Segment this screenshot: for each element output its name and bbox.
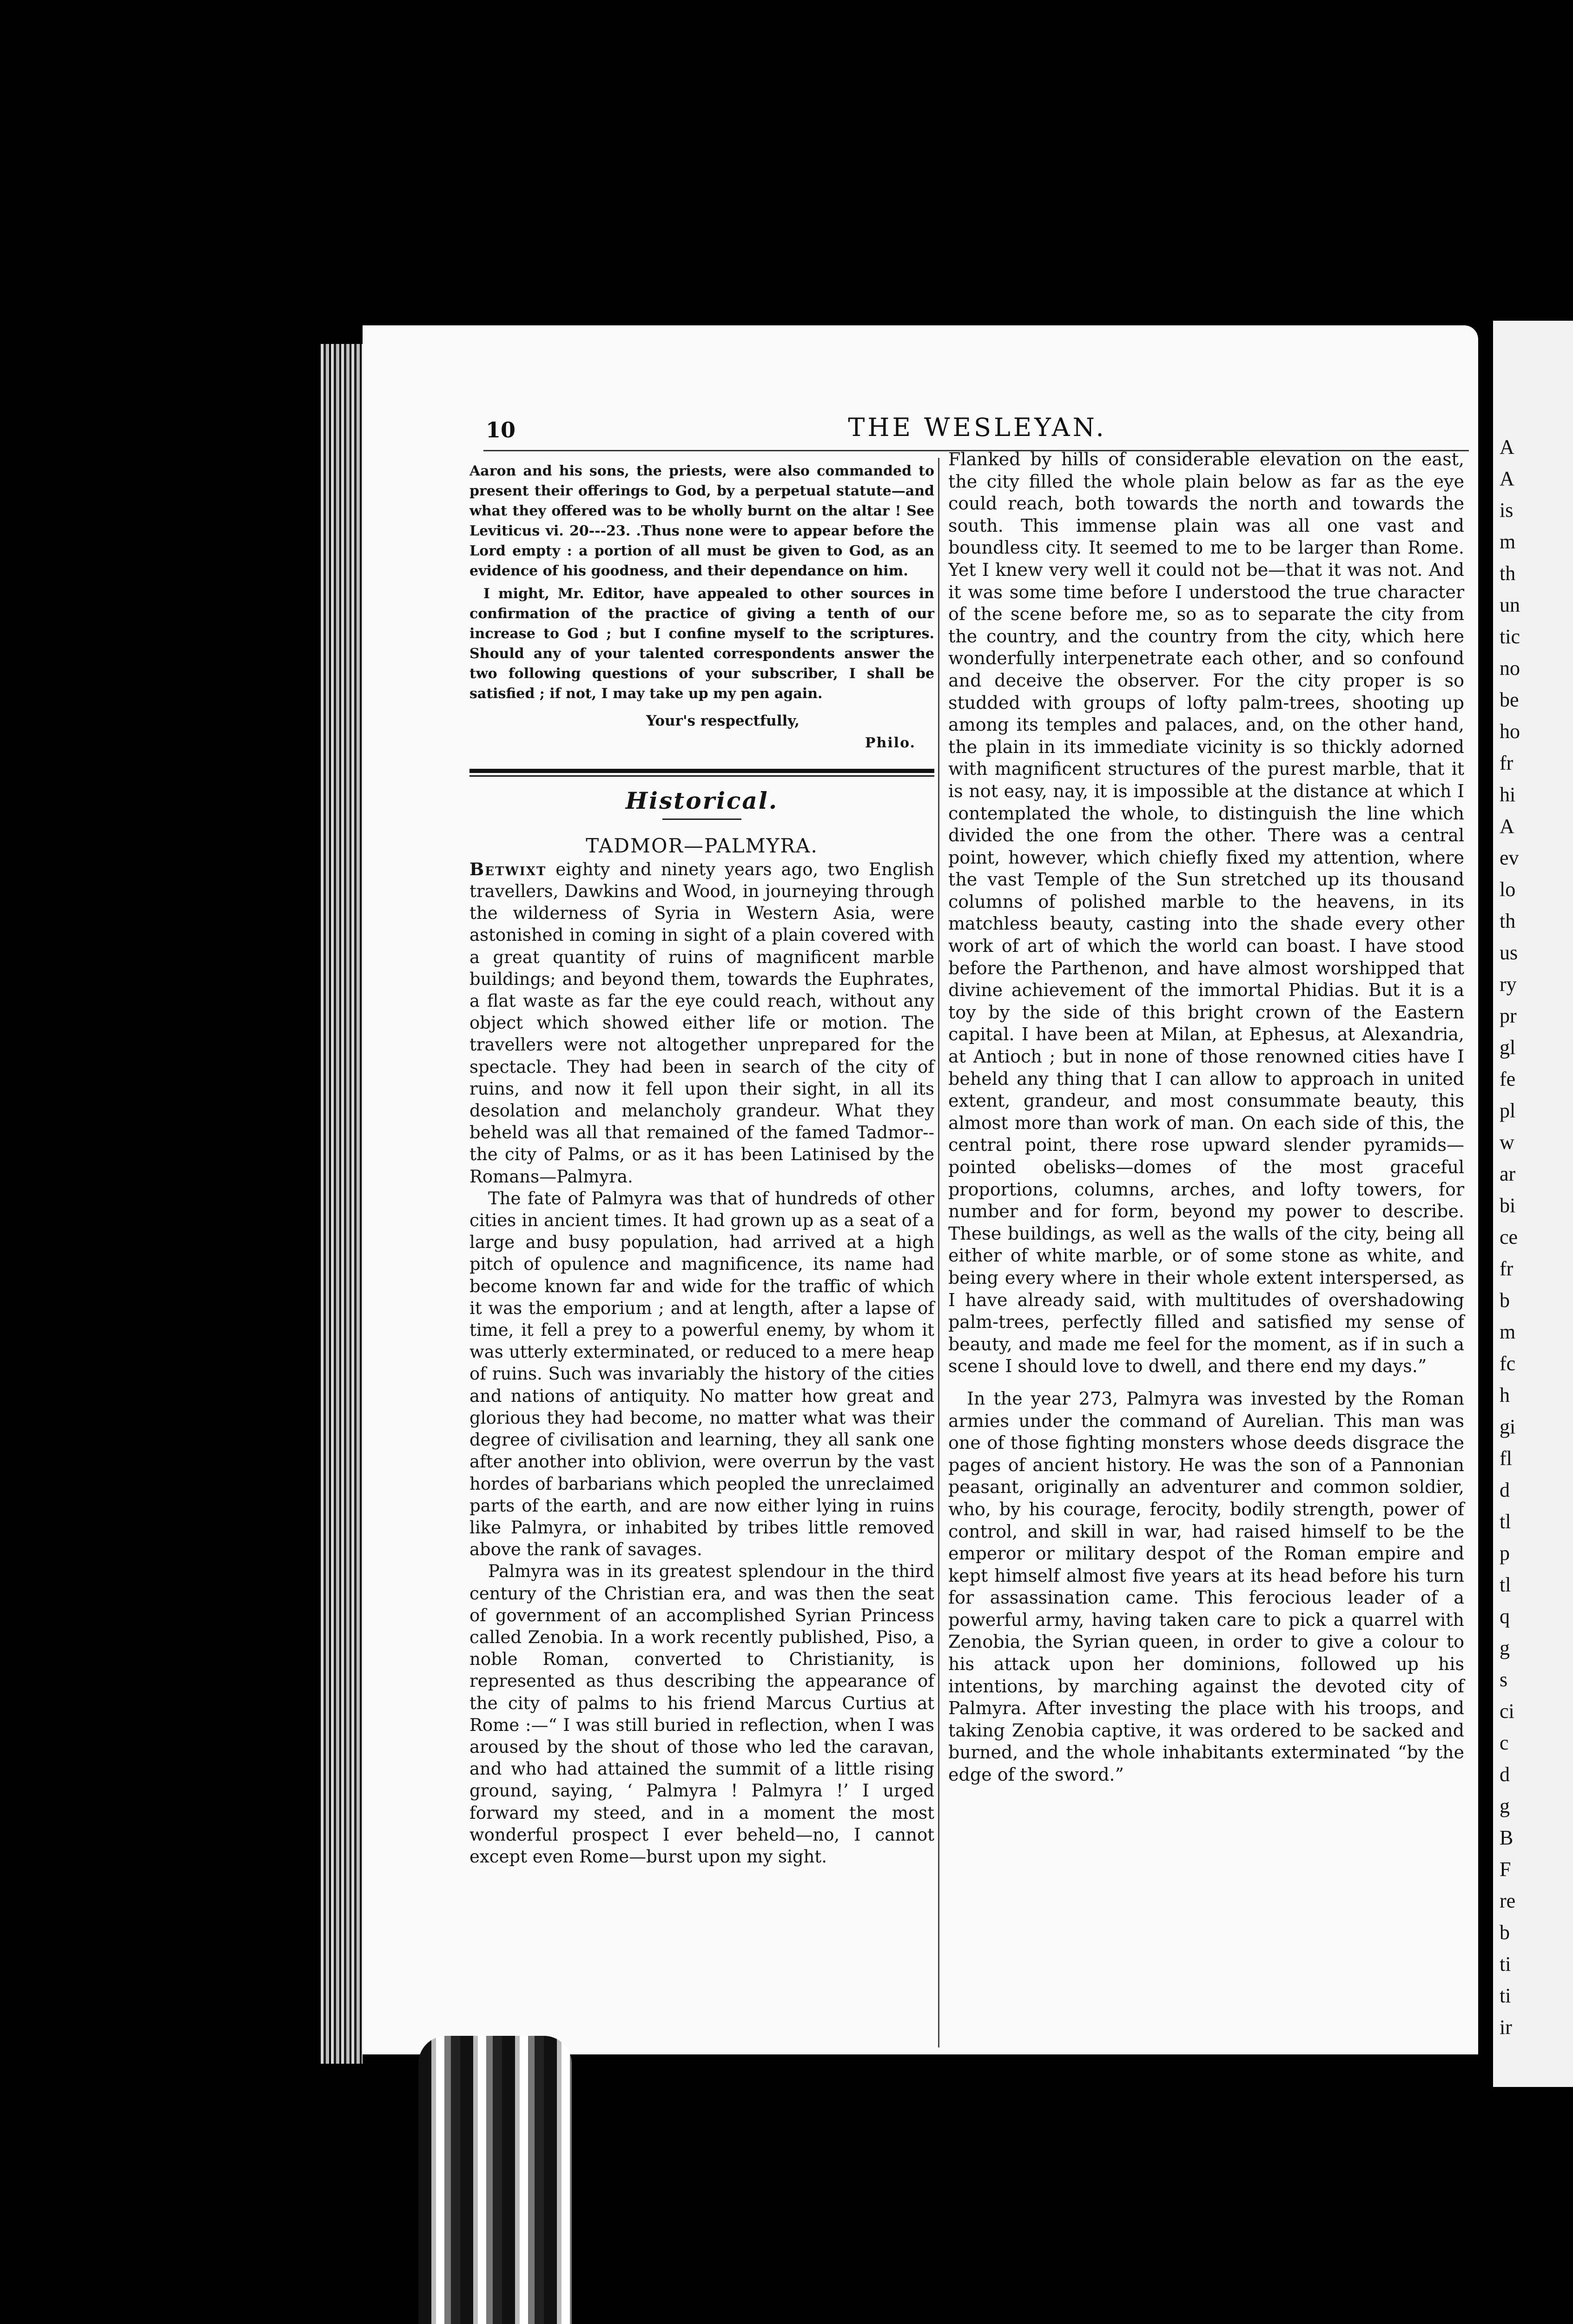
section-heading: Historical. [625, 787, 779, 815]
article-paragraph [469, 858, 934, 1188]
neighbor-text-fragment: ev [1500, 846, 1519, 869]
page-header [486, 409, 1469, 446]
right-column [948, 449, 1464, 1786]
neighbor-text-fragment: fe [1500, 1068, 1516, 1090]
neighbor-text-fragment: b [1500, 1289, 1510, 1312]
neighbor-text-fragment: A [1500, 467, 1514, 490]
neighbor-text-fragment: fr [1500, 752, 1514, 774]
neighbor-text-fragment: ar [1500, 1162, 1516, 1185]
neighbor-text-fragment: A [1500, 436, 1514, 458]
neighbor-text-fragment: is [1500, 499, 1514, 522]
neighbor-text-fragment: lo [1500, 878, 1516, 901]
neighbor-text-fragment: tl [1500, 1510, 1511, 1533]
letter-paragraph: Aaron and his sons, the priests, were also commanded to present their offerings to God, by a perpetual statute—and what they offered was to be wholly burnt on the altar ! See Leviticus vi. 20---23. .Thus none were to appear before the Lord empty : a portion of all must be given to God, as an evidence of his goodness, and their dependance on him. [469, 463, 934, 579]
neighbor-text-fragment: pr [1500, 1004, 1517, 1027]
article-title: TADMOR—PALMYRA. [586, 834, 818, 857]
neighbor-text-fragment: bi [1500, 1194, 1516, 1217]
letter-paragraph: I might, Mr. Editor, have appealed to other sources in confirmation of the practice of giving a tenth of our increase to God ; but I confine myself to the scriptures. Should any of your talented correspondents answer the two following questions of your subscriber, I shall be satisfied ; if not, I may take up my pen again. [469, 586, 934, 702]
article-paragraph: Flanked by hills of considerable elevation on the east, the city filled the whole plain below as far as the eye could reach, both towards the north and towards the south. This immense plain was all one vast and boundless city. It seemed to me to be larger than Rome. Yet I knew very well it could not be—that it was not. And it was some time before I understood the true character of the scene before me, so as to separate the city from the country, and the country from the city, which here wonderfully interpenetrate each other, and so confound and deceive the observer. For the city proper is so studded with groups of lofty palm-trees, shooting up among its temples and palaces, and, on the other hand, the plain in its immediate vicinity is so thickly adorned with magnificent structures of the purest marble, that it is not easy, nay, it is impossible at the distance at which I contemplated the whole, to distinguish the line which divided the one from the other. There was a central point, however, which chiefly fixed my attention, where the vast Temple of the Sun stretched up its thousand columns of polished marble to the heavens, in its matchless beauty, casting into the shade every other work of art of which the world can boast. I have stood before the Parthenon, and have almost worshipped that divine achievement of the immortal Phidias. But it is a toy by the side of this bright crown of the Eastern capital. I have been at Milan, at Ephesus, at Alexandria, at Antioch ; but in none of those renowned cities have I beheld any thing that I can allow to approach in united extent, grandeur, and most consummate beauty, this almost more than work of man. On each side of this, the central point, there rose upward slender pyramids—pointed obelisks—domes of the most graceful proportions, columns, arches, and lofty towers, for number and for form, beyond my power to describe. These buildings, as well as the walls of the city, being all either of white marble, or of some stone as white, and being every where in their whole extent interspersed, as I have already said, with multitudes of overshadowing palm-trees, perfectly filled and satisfied my sense of beauty, and made me feel for the moment, as if in such a scene I should love to dwell, and there end my days.” [948, 449, 1464, 1377]
article-paragraph: In the year 273, Palmyra was invested by the Roman armies under the command of Aurelian. This man was one of those fighting monsters whose deeds disgrace the pages of ancient history. He was the son of a Pannonian peasant, originally an adventurer and common soldier, who, by his courage, ferocity, bodily strength, power of control, and skill in war, had raised himself to be the emperor or military despot of the Roman empire and kept himself almost five years at its head before his turn for assassination came. This ferocious leader of a powerful army, having taken care to pick a quarrel with Zenobia, the Syrian queen, in order to give a colour to his attack upon her dominions, followed up his intentions, by marching against the devoted city of Palmyra. After investing the place with his troops, and taking Zenobia captive, it was ordered to be sacked and burned, and the whole inhabitants exterminated “by the edge of the sword.” [948, 1388, 1464, 1785]
page-gutter [321, 344, 363, 2064]
book-binding [418, 2036, 572, 2324]
neighbor-text-fragment: d [1500, 1763, 1510, 1786]
neighbor-text-fragment: F [1500, 1858, 1511, 1881]
neighbor-text-fragment: un [1500, 594, 1520, 616]
neighbor-text-fragment: no [1500, 657, 1520, 680]
running-head: THE WESLEYAN. [848, 413, 1107, 442]
neighbor-text-fragment: ir [1500, 2016, 1512, 2039]
neighbor-text-fragment: ce [1500, 1226, 1518, 1248]
letter-signature: Philo. [865, 735, 916, 752]
left-column [469, 461, 934, 1868]
section-rule [469, 769, 934, 777]
neighbor-text-fragment: re [1500, 1889, 1516, 1912]
neighbor-text-fragment: th [1500, 910, 1516, 932]
neighbor-text-fragment: us [1500, 941, 1518, 964]
neighbor-text-fragment: hi [1500, 783, 1516, 806]
neighbor-text-fragment: m [1500, 530, 1516, 553]
neighbor-text-fragment: d [1500, 1479, 1510, 1501]
neighbor-text-fragment: ci [1500, 1700, 1514, 1723]
neighbor-text-fragment: q [1500, 1605, 1510, 1628]
neighbor-text-fragment: tl [1500, 1573, 1511, 1596]
neighbor-text-fragment: th [1500, 562, 1516, 585]
neighbor-page-sliver [1493, 321, 1573, 2087]
neighbor-text-fragment: be [1500, 688, 1519, 711]
neighbor-text-fragment: gi [1500, 1415, 1516, 1438]
article-paragraph: Palmyra was in its greatest splendour in the third century of the Christian era, and was then the seat of government of an accomplished Syrian Princess called Zenobia. In a work recently published, Piso, a noble Roman, converted to Christianity, is represented as thus describing the appearance of the city of palms to his friend Marcus Curtius at Rome :—“ I was still buried in reflection, when I was aroused by the shout of those who led the caravan, and who had attained the summit of a little rising ground, saying, ‘ Palmyra ! Palmyra !’ I urged forward my steed, and in a moment the most wonderful prospect I ever beheld—no, I cannot except even Rome—burst upon my sight. [469, 1561, 934, 1867]
neighbor-text-fragment: g [1500, 1637, 1510, 1659]
heading-underline [662, 819, 741, 820]
neighbor-text-fragment: ry [1500, 973, 1517, 996]
neighbor-text-fragment: b [1500, 1921, 1510, 1944]
dropcap-word: Betwixt [469, 858, 547, 879]
neighbor-text-fragment: B [1500, 1826, 1514, 1849]
neighbor-text-fragment: g [1500, 1795, 1510, 1817]
column-divider [938, 458, 939, 2047]
page-number: 10 [486, 417, 516, 442]
neighbor-text-fragment: tic [1500, 625, 1520, 648]
article-paragraph-text: eighty and ninety years ago, two English travellers, Dawkins and Wood, in journeying through the wilderness of Syria in Western Asia, were astonished in coming in sight of a plain covered with a great quantity of ruins of magnificent marble buildings; and beyond them, towards the Euphrates, a flat waste as far the eye could reach, without any object which showed either life or motion. The travellers were not altogether unprepared for the spectacle. They had been in search of the city of ruins, and now it fell upon their sight, in all its desolation and melancholy grandeur. What they beheld was all that remained of the famed Tadmor--the city of Palms, or as it has been Latinised by the Romans—Palmyra. [469, 859, 934, 1187]
neighbor-text-fragment: fc [1500, 1352, 1516, 1375]
neighbor-text-fragment: s [1500, 1668, 1508, 1691]
article-paragraph: The fate of Palmyra was that of hundreds of other cities in ancient times. It had grown up as a seat of a large and busy population, had arrived at a high pitch of opulence and magnificence, its name had become known far and wide for the traffic of which it was the emporium ; and at length, after a lapse of time, it fell a prey to a powerful enemy, by whom it was utterly exterminated, or reduced to a mere heap of ruins. Such was invariably the history of the cities and nations of antiquity. No matter how great and glorious they had become, no matter what was their degree of civilisation and learning, they all sank one after another into oblivion, were overrun by the vast hordes of barbarians which peopled the unreclaimed parts of the earth, and are now either lying in ruins like Palmyra, or inhabited by tribes little removed above the rank of savages. [469, 1188, 934, 1560]
neighbor-text-fragment: ho [1500, 720, 1520, 743]
neighbor-text-fragment: h [1500, 1384, 1510, 1406]
neighbor-text-fragment: ti [1500, 1953, 1511, 1975]
neighbor-text-fragment: fl [1500, 1447, 1512, 1470]
neighbor-text-fragment: pl [1500, 1099, 1516, 1122]
letter-signoff: Your's respectfully, [646, 713, 800, 729]
neighbor-text-fragment: c [1500, 1731, 1509, 1754]
neighbor-text-fragment: gl [1500, 1036, 1516, 1059]
neighbor-text-fragment: w [1500, 1131, 1514, 1154]
neighbor-text-fragment: fr [1500, 1257, 1514, 1280]
neighbor-text-fragment: A [1500, 815, 1514, 838]
neighbor-text-fragment: p [1500, 1542, 1510, 1565]
neighbor-text-fragment: ti [1500, 1984, 1511, 2007]
neighbor-text-fragment: m [1500, 1320, 1516, 1343]
